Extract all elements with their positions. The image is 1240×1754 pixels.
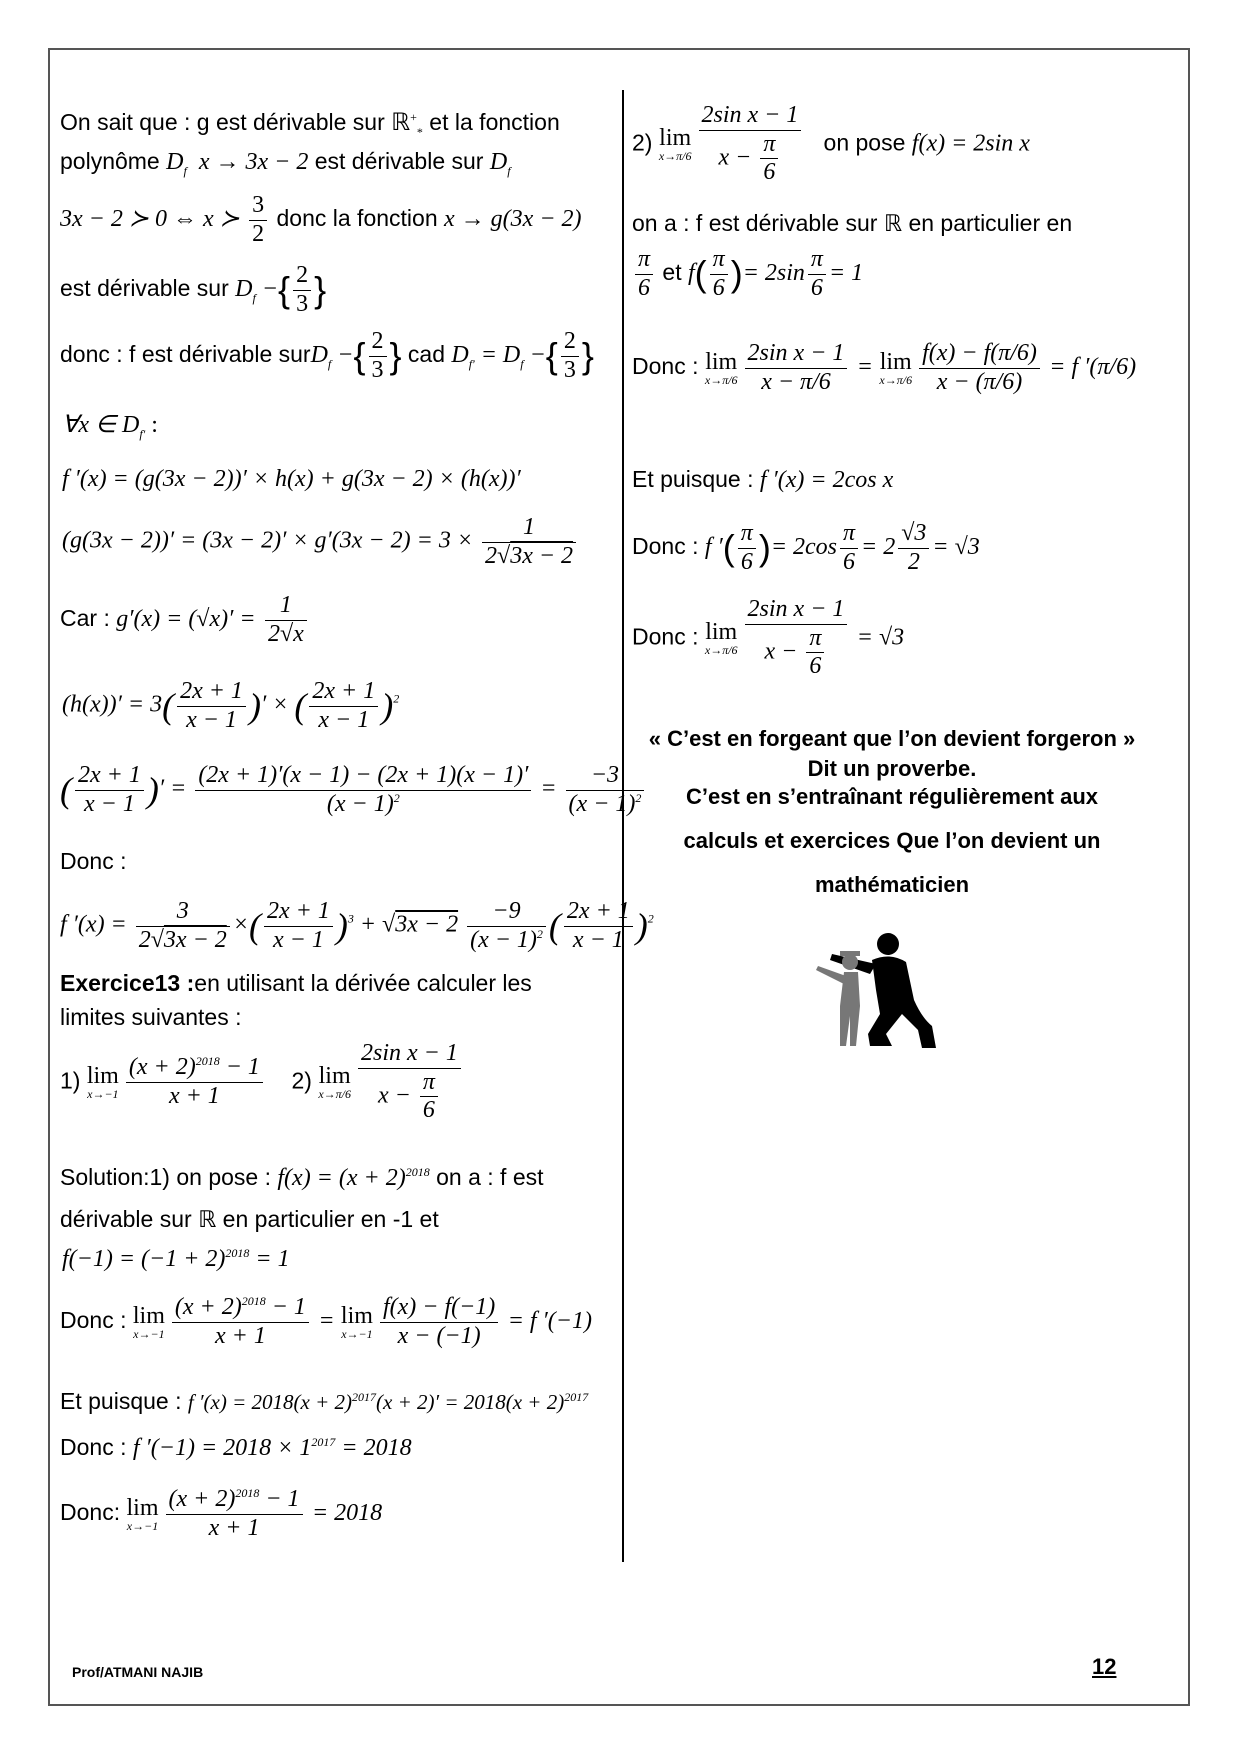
quote-line-5: mathématicien xyxy=(814,872,970,897)
page-number: 12 xyxy=(1092,1654,1117,1679)
solution-1-value: Donc : f $'(-1) = 2018 \times 1^{2017} = 2018$ xyxy=(60,1434,412,1461)
footer-author: Prof/ATMANI NAJIB xyxy=(72,1664,204,1680)
quote-line-4: calculs et exercices Que l’on devient un xyxy=(683,828,1101,853)
solution-1-result: Donc: lim x→−1 $\frac{(x + 2)^{2018} - 1}{x + 1}$ = 2018 xyxy=(60,1486,383,1541)
exercise-13-items: 1) lim x→−1 $\frac{(x + 2)^{2018} - 1}{x + 1}$ 2) lim x→π/6 2sin x − 1 x − $\frac{\pi}{6}$ xyxy=(60,1040,464,1125)
column-divider xyxy=(622,90,624,1562)
exercise-13-heading: Exercice13 :en utilisant la dérivée calculer les xyxy=(60,970,532,996)
right-et-puisque: Et puisque : f ′(x) = 2cos x xyxy=(632,466,894,493)
right-item-2: 2) lim x→π/6 2sin x − 1 x − $\frac{\pi}{6}$ on pose f(x) = 2sin x xyxy=(632,102,1030,186)
left-eq-quotient: ( $\frac{2x + 1}{x - 1}$ )′ = $\frac{(2x + 1)'(x - 1) - (2x + 1)(x - 1)'}{(x - 1)^2}$ = $\frac{-3}{(x - 1)^2}$ xyxy=(60,762,647,818)
left-forall: ∀x ∈ $D_{f'}$ : xyxy=(62,412,158,441)
right-limit-derivative: Donc : lim x→π/6 $\frac{\text{2sin x − 1}}{x - \pi/6}$ = lim x→π/6 $\frac{f(x) - f(\pi/6)}{x - (\pi/6)}$ = f ′(π/6) xyxy=(632,340,1137,395)
father-son-silhouette-image xyxy=(810,930,945,1055)
right-f-value: $\frac{\pi}{6}$ et f( $\frac{\pi}{6}$ )= 2sin $\frac{\pi}{6}$ = 1 xyxy=(632,246,863,302)
right-derivative-value: Donc : f ′( $\frac{\pi}{6}$ )= 2cos $\frac{\pi}{6}$ = 2 $\frac{√3}{2}$ = √3 xyxy=(632,520,980,575)
left-line-5: donc : f est dérivable surD$_f$ −{ $\frac{2}{3}$ } cad $D_{f'} = D_f$ −{ $\frac{2}{3}$ } xyxy=(60,328,594,383)
left-eq-car: Car : g′(x) = (√x)′ = $\frac{1}{2√x}$ xyxy=(60,592,310,648)
left-eq-g-compose: (g(3x − 2))′ = (3x − 2)′ × g′(3x − 2) = 3 × $\frac{1}{2√3x - 2}$ xyxy=(62,514,579,570)
solution-1-limit: Donc : lim x→−1 $\frac{(x + 2)^{2018} - 1}{x + 1}$ = lim x→−1 $\frac{f(x) - f(-1)}{x - (-1)}$ = f ′(−1) xyxy=(60,1294,592,1349)
exercise-13-subtext: limites suivantes : xyxy=(60,1004,242,1030)
solution-1-intro: Solution:1) on pose : $f(x) = (x + 2)^{2018}$ on a : f est xyxy=(60,1164,544,1191)
left-line-4: est dérivable sur $D_f$ −{ $\frac{2}{3}$ } xyxy=(60,262,327,317)
quote-line-2: Dit un proverbe. xyxy=(807,756,977,781)
left-eq-final-fprime: f ′(x) = $\frac{3}{2√3x - 2}$ ×( $\frac{2x + 1}{x - 1}$ )$^3$ + √3x − 2 $\frac{-9}{(x - 1)^2}$ ( $\frac{2x + 1}{x - 1}$ )$^2$ xyxy=(60,898,654,953)
solution-1-derivable: dérivable sur ℝ en particulier en -1 et xyxy=(60,1206,439,1232)
right-on-a: on a : f est dérivable sur ℝ en particulier en xyxy=(632,210,1073,236)
quote-line-1: « C’est en forgeant que l’on devient forgeron » xyxy=(648,726,1136,751)
left-line-2: polynôme $D_f$ x → 3x − 2 est dérivable sur $D_f$ xyxy=(60,148,511,178)
right-limit-result: Donc : lim x→π/6 2sin x − 1 x − $\frac{\pi}{6}$ = √3 xyxy=(632,596,905,680)
left-eq-fprime: f ′(x) = (g(3x − 2))′ × h(x) + g(3x − 2) × (h(x))′ xyxy=(62,466,521,492)
left-eq-h: (h(x))′ = 3( $\frac{2x + 1}{x - 1}$ )′ × ( $\frac{2x + 1}{x - 1}$ )$^2$ xyxy=(62,678,400,733)
solution-1-f-value: $f(-1) = (-1 + 2)^{2018} = 1$ xyxy=(62,1246,290,1272)
left-donc-1: Donc : xyxy=(60,848,127,874)
quote-line-3: C’est en s’entraînant régulièrement aux xyxy=(685,784,1099,809)
left-line-3: 3x − 2 ≻ 0 ⇔ x ≻ $\frac{3}{2}$ donc la fonction x → g(3x − 2) xyxy=(60,192,582,247)
solution-1-derivative: Et puisque : f $'(x) = 2018(x + 2)^{2017}(x + 2)' = 2018(x + 2)^{2017}$ xyxy=(60,1388,589,1414)
left-line-1: On sait que : g est dérivable sur ℝ+$_*$ et la fonction xyxy=(60,109,560,139)
